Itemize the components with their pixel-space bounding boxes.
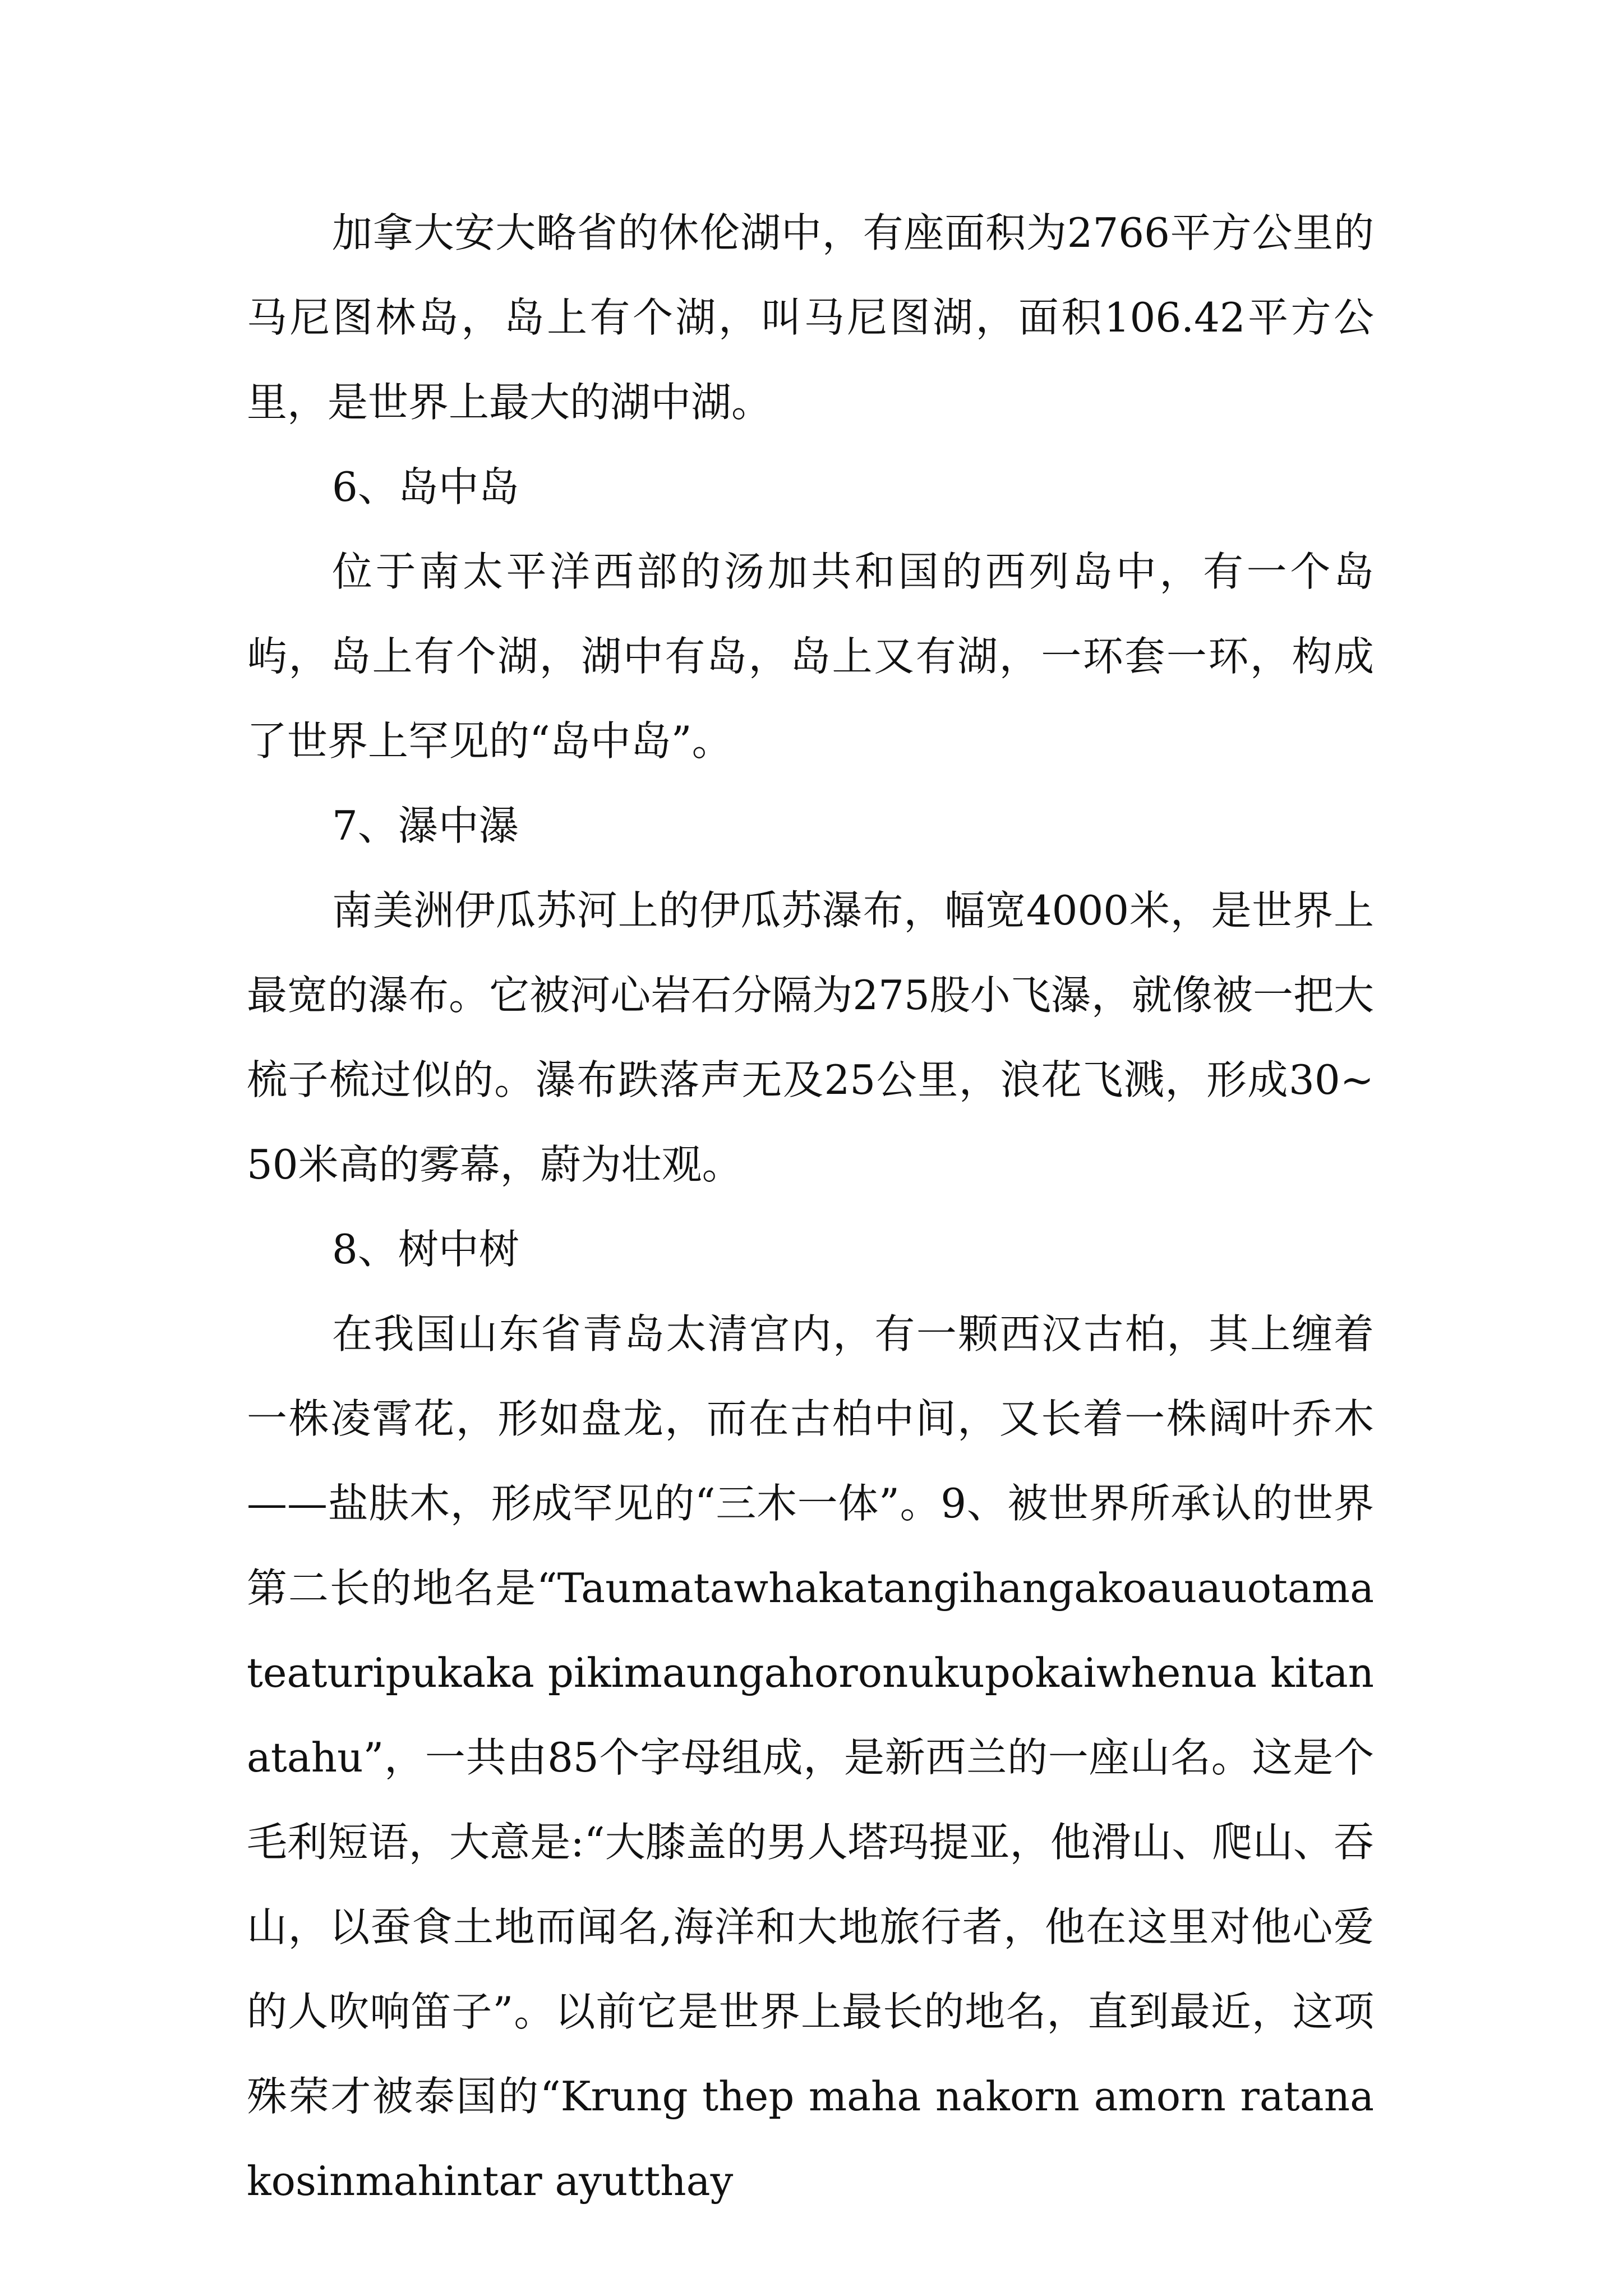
heading-tree-in-tree: 8、树中树 bbox=[332, 1226, 519, 1273]
heading-island-in-island: 6、岛中岛 bbox=[332, 463, 519, 510]
paragraph-tree-in-tree: 在我国山东省青岛太清宫内，有一颗西汉古柏，其上缠着一株凌霄花，形如盘龙，而在古柏中间，又长着一株阔叶乔木——盐肤木，形成罕见的“三木一体”。9、被世界所承认的世界第二长的地名是“Taumatawhakatangihangakoauauotamateaturipukaka pikimaungahoronukupokaiwhenua kitanatahu”，一共由85个字母组成，是新西兰的一座山名。这是个毛利短语，大意是:“大膝盖的男人塔玛提亚，他滑山、爬山、吞山，以蚕食土地而闻名,海洋和大地旅行者，他在这里对他心爱的人吹响笛子”。以前它是世界上最长的地名，直到最近，这项殊荣才被泰国的“Krung thep maha nakorn amorn ratana kosinmahintar ayutthay bbox=[247, 1310, 1374, 2205]
heading-waterfall-in-waterfall: 7、瀑中瀑 bbox=[332, 802, 519, 849]
paragraph-waterfall-in-waterfall: 南美洲伊瓜苏河上的伊瓜苏瀑布，幅宽4000米，是世界上最宽的瀑布。它被河心岩石分隔为275股小飞瀑，就像被一把大梳子梳过似的。瀑布跌落声无及25公里，浪花飞溅，形成30~50米高的雾幕，蔚为壮观。 bbox=[247, 887, 1374, 1188]
paragraph-island-in-island: 位于南太平洋西部的汤加共和国的西列岛中，有一个岛屿，岛上有个湖，湖中有岛，岛上又有湖，一环套一环，构成了世界上罕见的“岛中岛”。 bbox=[247, 548, 1374, 765]
document-page bbox=[247, 191, 1374, 2224]
paragraph-lake-in-lake: 加拿大安大略省的休伦湖中，有座面积为2766平方公里的马尼图林岛，岛上有个湖，叫马尼图湖，面积106.42平方公里，是世界上最大的湖中湖。 bbox=[247, 209, 1374, 426]
